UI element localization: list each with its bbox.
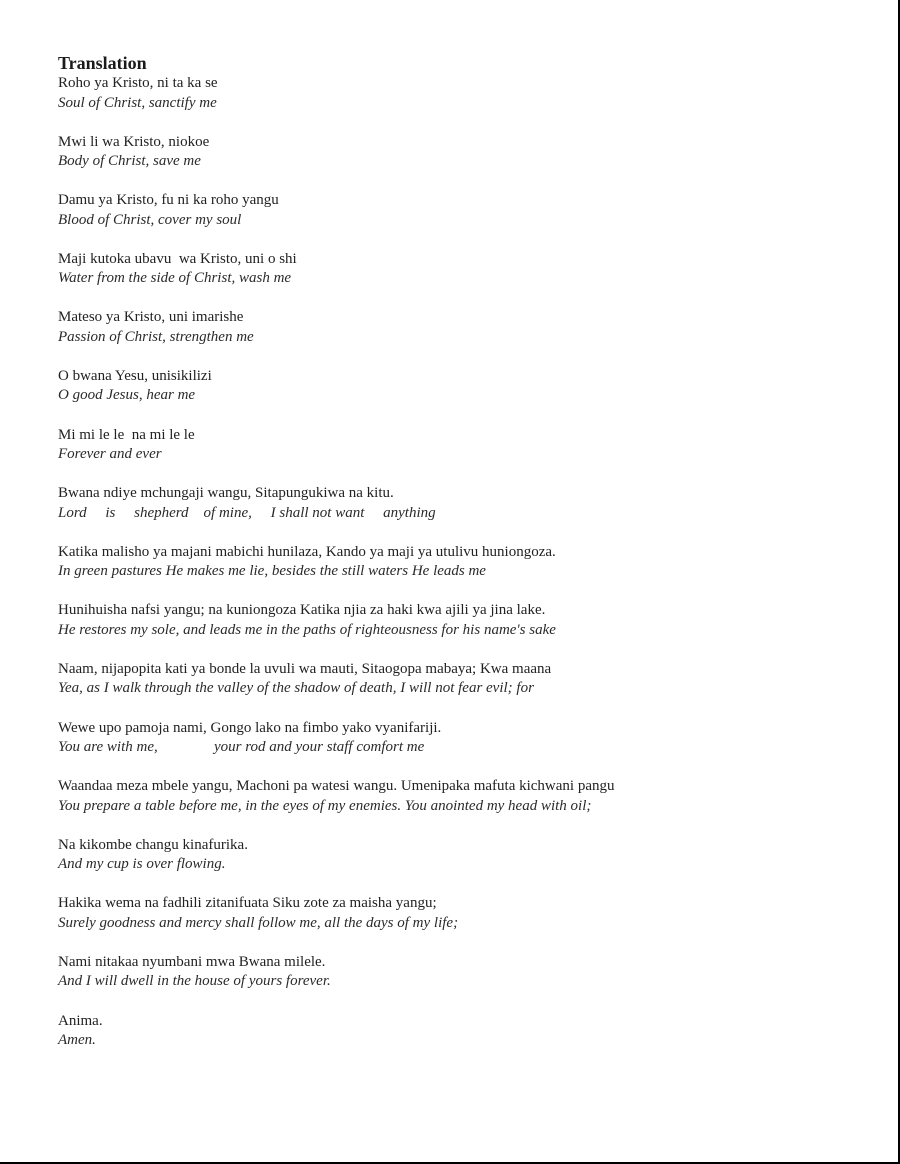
english-line: Water from the side of Christ, wash me — [58, 270, 292, 287]
stanza — [58, 660, 878, 719]
swahili-line: Wewe upo pamoja nami, Gongo lako na fimbo yako vyanifariji. — [58, 719, 442, 736]
swahili-line: Nami nitakaa nyumbani mwa Bwana milele. — [58, 953, 326, 970]
stanza — [58, 191, 878, 250]
swahili-line: Naam, nijapopita kati ya bonde la uvuli wa mauti, Sitaogopa mabaya; Kwa maana — [58, 660, 552, 677]
english-line: Passion of Christ, strengthen me — [58, 328, 254, 345]
stanza — [58, 426, 878, 485]
swahili-line: Anima. — [58, 1012, 103, 1029]
swahili-line: Waandaa meza mbele yangu, Machoni pa watesi wangu. Umenipaka mafuta kichwani pangu — [58, 778, 615, 795]
english-line: Forever and ever — [58, 446, 162, 463]
stanza — [58, 1012, 878, 1071]
stanza — [58, 836, 878, 895]
stanza — [58, 308, 878, 367]
english-line: And I will dwell in the house of yours forever. — [58, 973, 331, 990]
swahili-line: Mi mi le le na mi le le — [58, 426, 195, 443]
swahili-line: Roho ya Kristo, ni ta ka se — [58, 75, 218, 91]
stanza — [58, 777, 878, 836]
swahili-line: Maji kutoka ubavu wa Kristo, uni o shi — [58, 250, 297, 267]
english-line: Soul of Christ, sanctify me — [58, 94, 217, 111]
stanza — [58, 894, 878, 953]
stanza — [58, 953, 878, 1012]
swahili-line: Hakika wema na fadhili zitanifuata Siku zote za maisha yangu; — [58, 895, 437, 912]
stanza — [58, 250, 878, 309]
english-line: O good Jesus, hear me — [58, 387, 196, 404]
swahili-line: Katika malisho ya majani mabichi hunilaza, Kando ya maji ya utulivu huniongoza. — [58, 543, 556, 560]
english-line: You prepare a table before me, in the eyes of my enemies. You anointed my head with oil; — [58, 797, 592, 814]
stanza — [58, 719, 878, 778]
english-line: You are with me, your rod and your staff comfort me — [58, 739, 425, 756]
swahili-line: Damu ya Kristo, fu ni ka roho yangu — [58, 192, 279, 209]
english-line: Surely goodness and mercy shall follow me, all the days of my life; — [58, 914, 459, 931]
stanza — [58, 367, 878, 426]
english-line: In green pastures He makes me lie, besides the still waters He leads me — [58, 563, 486, 580]
english-line: Lord is shepherd of mine, I shall not want anything — [58, 504, 436, 521]
stanza — [58, 74, 878, 133]
page-title: Translation — [58, 53, 147, 73]
stanza — [58, 601, 878, 660]
english-line: Amen. — [58, 1032, 96, 1048]
english-line: Body of Christ, save me — [58, 153, 201, 170]
swahili-line: Mateso ya Kristo, uni imarishe — [58, 309, 244, 326]
stanza — [58, 484, 878, 543]
english-line: He restores my sole, and leads me in the paths of righteousness for his name's sake — [58, 621, 556, 638]
english-line: Blood of Christ, cover my soul — [58, 211, 242, 228]
swahili-line: O bwana Yesu, unisikilizi — [58, 367, 212, 384]
swahili-line: Na kikombe changu kinafurika. — [58, 836, 248, 853]
stanza — [58, 133, 878, 192]
swahili-line: Hunihuisha nafsi yangu; na kuniongoza Katika njia za haki kwa ajili ya jina lake. — [58, 602, 546, 619]
document-content — [58, 52, 878, 1070]
stanza — [58, 543, 878, 602]
english-line: And my cup is over flowing. — [58, 856, 226, 873]
english-line: Yea, as I walk through the valley of the shadow of death, I will not fear evil; for — [58, 680, 534, 697]
swahili-line: Mwi li wa Kristo, niokoe — [58, 133, 210, 150]
swahili-line: Bwana ndiye mchungaji wangu, Sitapungukiwa na kitu. — [58, 485, 394, 502]
